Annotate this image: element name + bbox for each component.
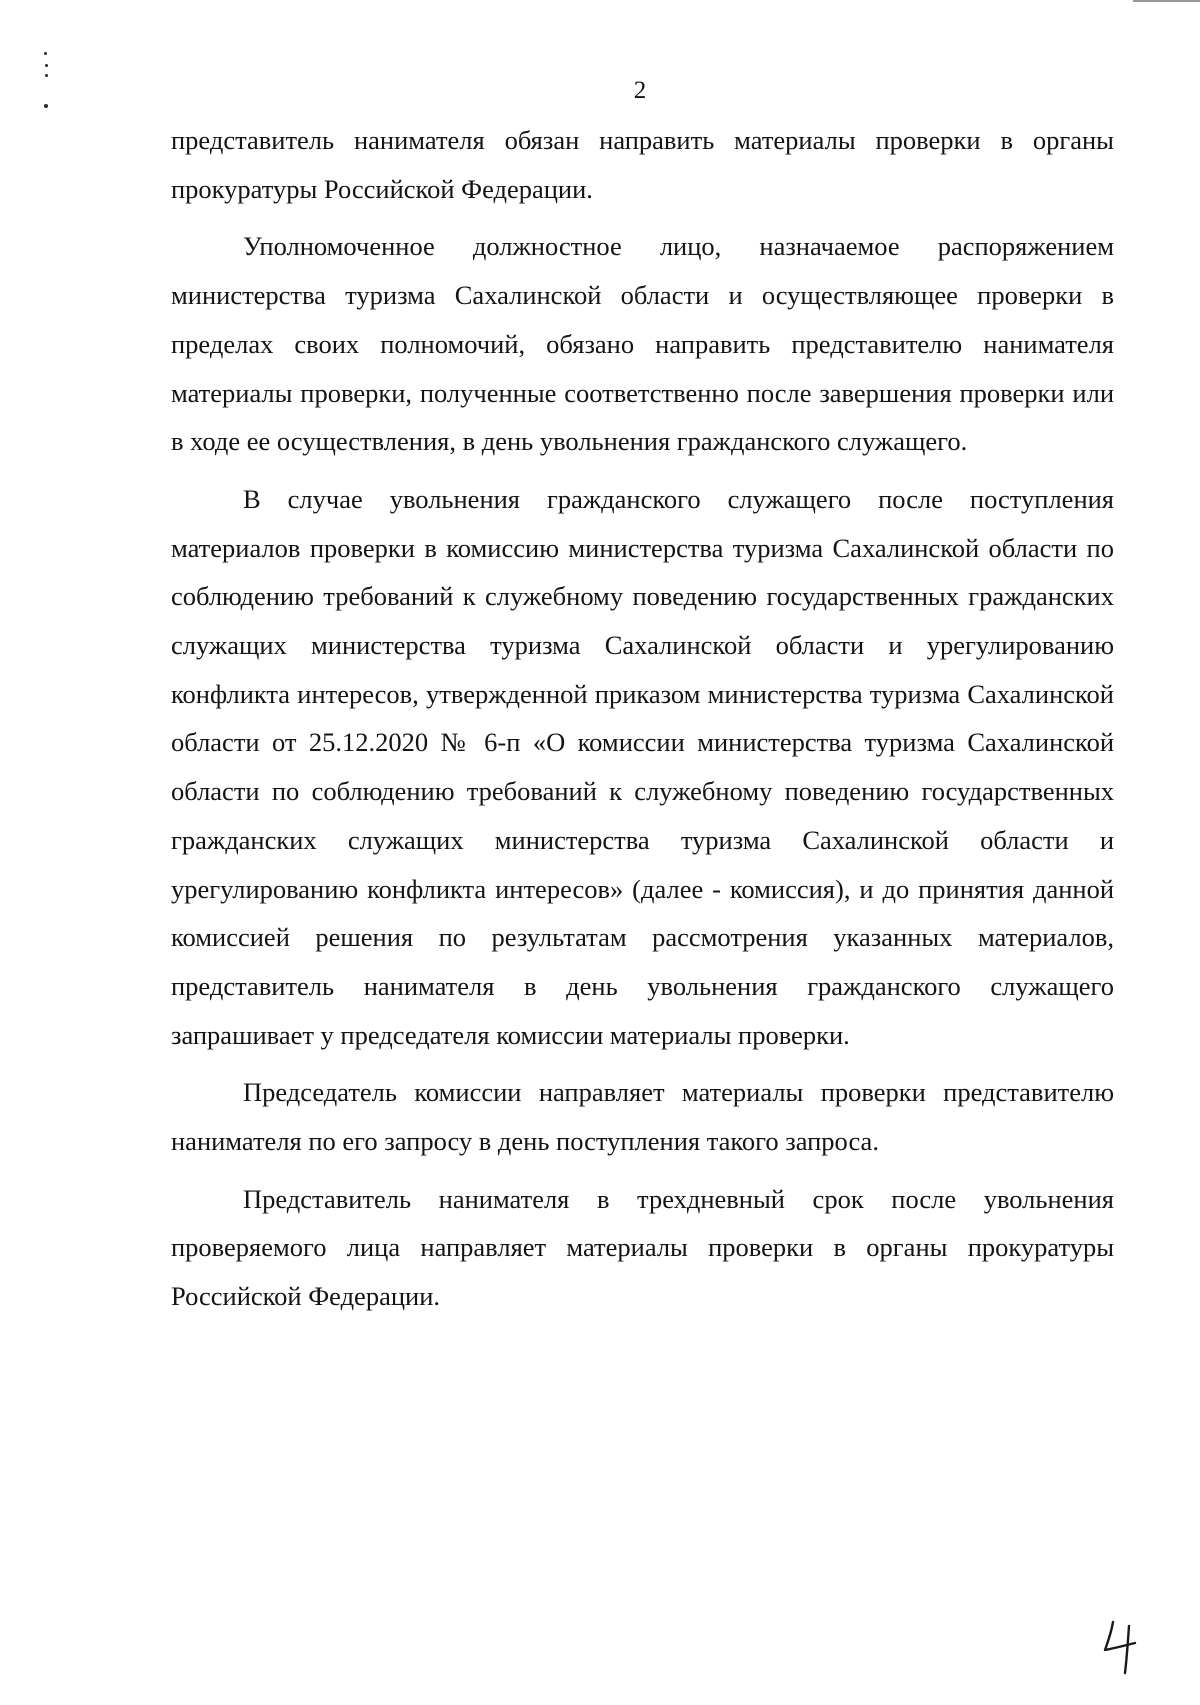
paragraph-authorized-official: Уполномоченное должностное лицо, назначаемое распоряжением министерства туризма Сахалинской области и осуществляющее проверки в пределах своих полномочий, обязано направить представителю нанимателя материалы проверки, полученные соответственно после завершения проверки или в ходе ее осуществления, в день увольнения гражданского служащего. [171,231,1114,457]
page-number: 2 [633,77,647,104]
paragraph-commission-chairman: Председатель комиссии направляет материалы проверки представителю нанимателя по его запросу в день поступления такого запроса. [171,1077,1114,1157]
paragraph-continuation: представитель нанимателя обязан направить материалы проверки в органы прокуратуры Российской Федерации. [171,125,1114,204]
paragraph-three-day-term: Представитель нанимателя в трехдневный срок после увольнения проверяемого лица направляет материалы проверки в органы прокуратуры Российской Федерации. [171,1183,1114,1312]
paragraph-dismissal-case: В случае увольнения гражданского служащего после поступления материалов проверки в комиссию министерства туризма Сахалинской области по соблюдению требований к служебному поведению государственных гражданских служащих министерства туризма Сахалинской области и урегулированию конфликта интересов, утвержденной приказом министерства туризма Сахалинской области от 25.12.2020 № 6-п «О комиссии министерства туризма Сахалинской области по соблюдению требований к служебному поведению государственных гражданских служащих министерства туризма Сахалинской области и урегулированию конфликта интересов» (далее - комиссия), и до принятия данной комиссией решения по результатам рассмотрения указанных материалов, представитель нанимателя в день увольнения гражданского служащего запрашивает у председателя комиссии материалы проверки. [171,483,1114,1050]
document-body [171,116,1114,1321]
scan-edge-line [1133,0,1200,2]
handwritten-page-mark [1101,1618,1141,1676]
scan-dot [44,52,47,55]
scan-dot [45,64,48,67]
